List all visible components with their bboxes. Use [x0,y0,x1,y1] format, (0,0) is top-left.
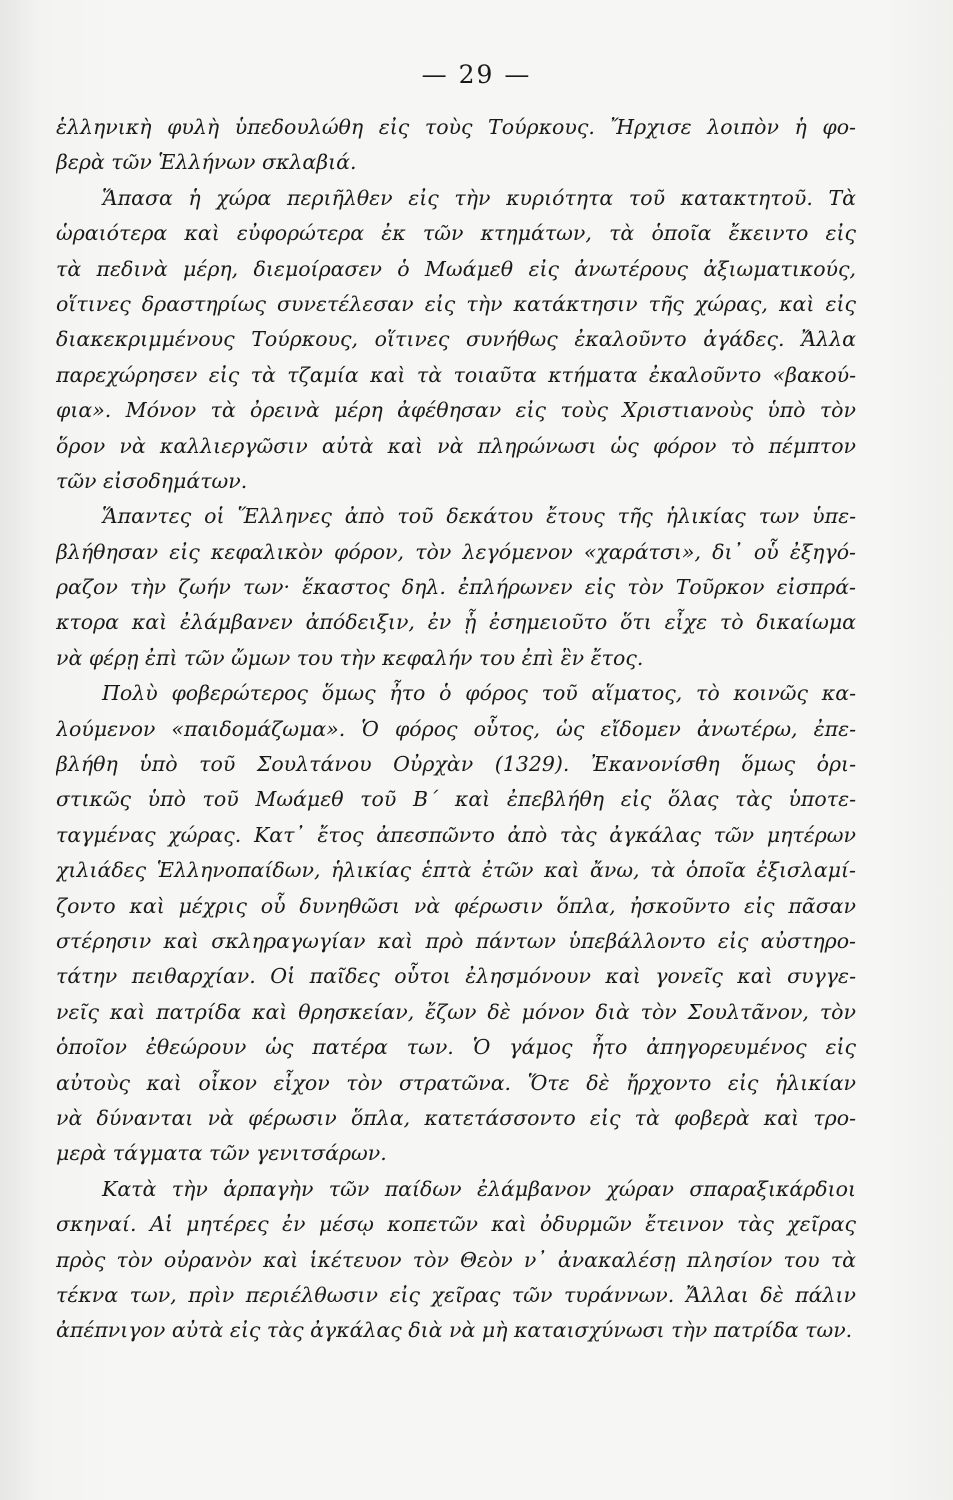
body-text [56,110,856,1349]
text-line: ραζον τὴν ζωήν των· ἕκαστος δηλ. ἐπλήρωνεν εἰς τὸν Τοῦρκον εἰσπρά- [56,575,856,600]
text-line: χιλιάδες Ἑλληνοπαίδων, ἡλικίας ἑπτὰ ἐτῶν καὶ ἄνω, τὰ ὁποῖα ἐξισλαμί- [56,858,856,883]
text-line: κτορα καὶ ἐλάμβανεν ἀπόδειξιν, ἐν ᾗ ἐσημειοῦτο ὅτι εἶχε τὸ δικαίωμα [56,610,856,635]
text-line: παρεχώρησεν εἰς τὰ τζαμία καὶ τὰ τοιαῦτα κτήματα ἐκαλοῦντο «βακού- [56,362,856,387]
text-line: οἵτινες δραστηρίως συνετέλεσαν εἰς τὴν κατάκτησιν τῆς χώρας, καὶ εἰς [56,291,856,316]
text-line: ἀπέπνιγον αὐτὰ εἰς τὰς ἀγκάλας διὰ νὰ μὴ καταισχύνωσι τὴν πατρίδα των. [56,1318,853,1343]
text-line: νὰ δύνανται νὰ φέρωσιν ὅπλα, κατετάσσοντο εἰς τὰ φοβερὰ καὶ τρο- [56,1105,856,1130]
text-line: στέρησιν καὶ σκληραγωγίαν καὶ πρὸ πάντων ὑπεβάλλοντο εἰς αὐστηρο- [56,928,856,953]
text-line: τέκνα των, πρὶν περιέλθωσιν εἰς χεῖρας τῶν τυράννων. Ἄλλαι δὲ πάλιν [56,1282,856,1307]
text-line: βερὰ τῶν Ἑλλήνων σκλαβιά. [56,150,357,175]
text-line: ὅρον νὰ καλλιεργῶσιν αὐτὰ καὶ νὰ πληρώνωσι ὡς φόρον τὸ πέμπτον [56,433,856,458]
text-line: τῶν εἰσοδημάτων. [56,468,248,493]
text-line: σκηναί. Αἱ μητέρες ἐν μέσῳ κοπετῶν καὶ ὀδυρμῶν ἔτεινον τὰς χεῖρας [56,1212,856,1237]
text-line: Κατὰ τὴν ἁρπαγὴν τῶν παίδων ἐλάμβανον χώραν σπαραξικάρδιοι [102,1176,856,1201]
text-line: Ἅπασα ἡ χώρα περιῆλθεν εἰς τὴν κυριότητα τοῦ κατακτητοῦ. Τὰ [102,185,856,210]
text-line: τάτην πειθαρχίαν. Οἱ παῖδες οὗτοι ἐλησμόνουν καὶ γονεῖς καὶ συγγε- [56,964,856,989]
text-line: φια». Μόνον τὰ ὀρεινὰ μέρη ἀφέθησαν εἰς τοὺς Χριστιανοὺς ὑπὸ τὸν [56,398,856,423]
text-line: ἑλληνικὴ φυλὴ ὑπεδουλώθη εἰς τοὺς Τούρκους. Ἤρχισε λοιπὸν ἡ φο- [56,115,856,139]
text-line: ζοντο καὶ μέχρις οὗ δυνηθῶσι νὰ φέρωσιν ὅπλα, ἠσκοῦντο εἰς πᾶσαν [56,893,856,918]
text-line: νὰ φέρῃ ἐπὶ τῶν ὤμων του τὴν κεφαλήν του ἐπὶ ἓν ἔτος. [56,645,644,670]
text-line: ταγμένας χώρας. Κατ᾽ ἔτος ἀπεσπῶντο ἀπὸ τὰς ἀγκάλας τῶν μητέρων [56,822,856,847]
text-line: λούμενον «παιδομάζωμα». Ὁ φόρος οὗτος, ὡς εἴδομεν ἀνωτέρω, ἐπε- [56,716,856,741]
text-line: νεῖς καὶ πατρίδα καὶ θρησκείαν, ἔζων δὲ μόνον διὰ τὸν Σουλτᾶνον, τὸν [56,999,856,1024]
text-line: διακεκριμμένους Τούρκους, οἵτινες συνήθως ἐκαλοῦντο ἀγάδες. Ἄλλα [56,327,856,352]
text-line: Ἅπαντες οἱ Ἕλληνες ἀπὸ τοῦ δεκάτου ἔτους τῆς ἡλικίας των ὑπε- [102,504,856,529]
page-number: — 29 — [421,60,532,89]
text-line: ὁποῖον ἐθεώρουν ὡς πατέρα των. Ὁ γάμος ἦτο ἀπηγορευμένος εἰς [56,1035,856,1060]
text-line: τὰ πεδινὰ μέρη, διεμοίρασεν ὁ Μωάμεθ εἰς ἀνωτέρους ἀξιωματικούς, [56,256,856,281]
text-line: αὐτοὺς καὶ οἶκον εἶχον τὸν στρατῶνα. Ὅτε δὲ ἤρχοντο εἰς ἡλικίαν [56,1070,856,1095]
text-line: πρὸς τὸν οὐρανὸν καὶ ἱκέτευον τὸν Θεὸν ν᾽ ἀνακαλέσῃ πλησίον του τὰ [56,1247,856,1272]
text-line: βλήθη ὑπὸ τοῦ Σουλτάνου Οὐρχὰν (1329). Ἐκανονίσθη ὅμως ὁρι- [56,752,856,777]
text-line: βλήθησαν εἰς κεφαλικὸν φόρον, τὸν λεγόμενον «χαράτσι», δι᾽ οὗ ἐξηγό- [56,539,856,564]
text-line: στικῶς ὑπὸ τοῦ Μωάμεθ τοῦ Β΄ καὶ ἐπεβλήθη εἰς ὅλας τὰς ὑποτε- [56,787,856,812]
text-line: ὡραιότερα καὶ εὐφορώτερα ἐκ τῶν κτημάτων, τὰ ὁποῖα ἔκειντο εἰς [56,221,856,246]
text-line: Πολὺ φοβερώτερος ὅμως ἦτο ὁ φόρος τοῦ αἵματος, τὸ κοινῶς κα- [102,681,856,706]
text-line: μερὰ τάγματα τῶν γενιτσάρων. [56,1141,387,1166]
